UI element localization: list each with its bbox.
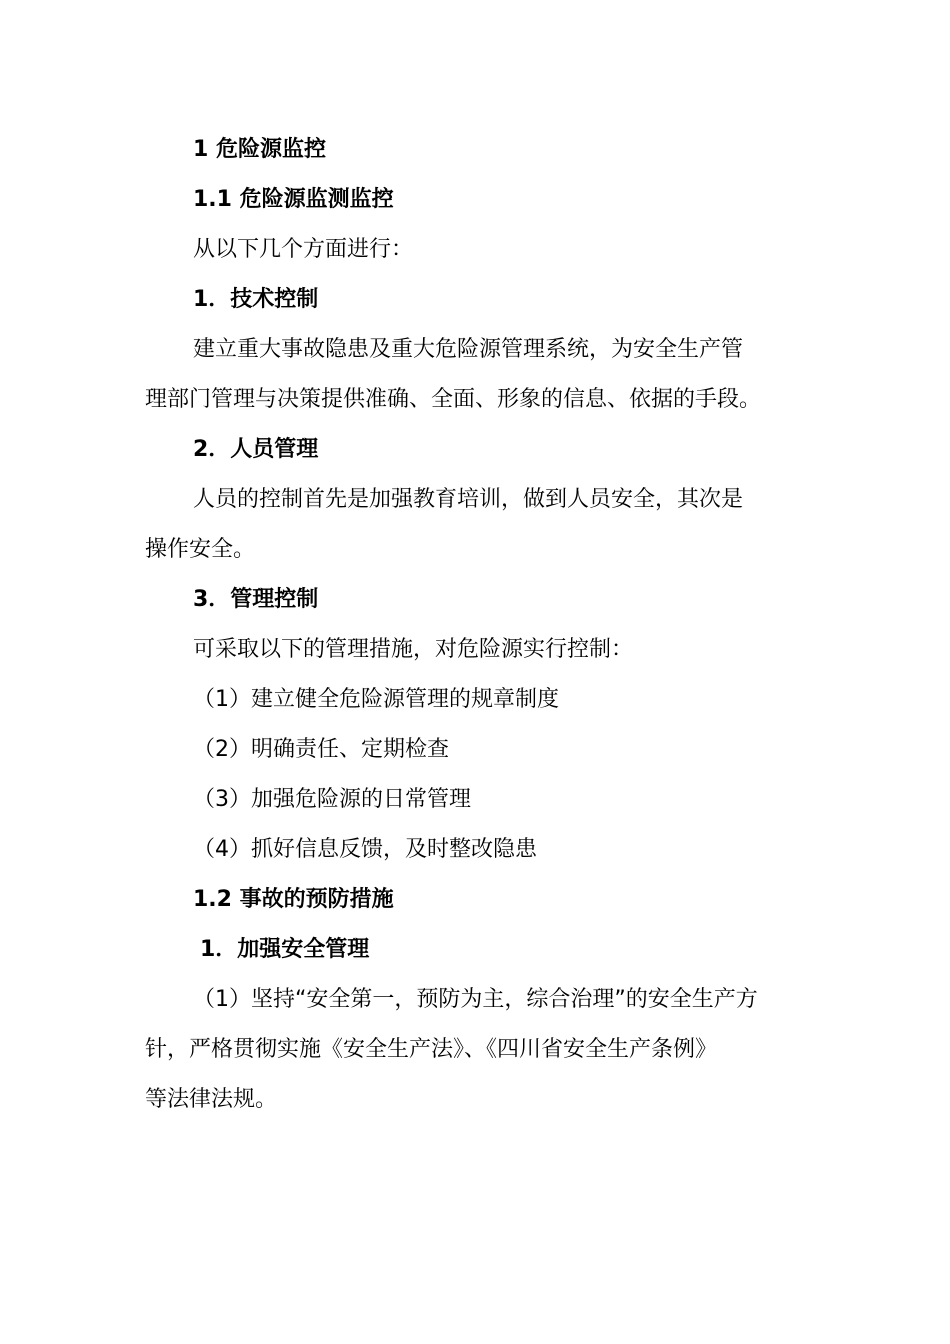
section-3-intro: 可采取以下的管理措施，对危险源实行控制： xyxy=(193,637,634,662)
section-2-title: 2．人员管理 xyxy=(193,437,319,462)
heading-1-2: 1.2 事故的预防措施 xyxy=(193,887,394,912)
section-1-paragraph-line-2: 理部门管理与决策提供准确、全面、形象的信息、依据的手段。 xyxy=(145,387,762,412)
section-1-title: 1．技术控制 xyxy=(193,287,319,312)
heading-1: 1 危险源监控 xyxy=(193,137,326,162)
section-2-paragraph-line-1: 人员的控制首先是加强教育培训，做到人员安全，其次是 xyxy=(193,487,744,512)
prevention-1-line-2: 针，严格贯彻实施《安全生产法》、《四川省安全生产条例》 xyxy=(145,1037,718,1062)
intro-text: 从以下几个方面进行： xyxy=(193,237,414,262)
prevention-1-line-3: 等法律法规。 xyxy=(145,1087,278,1112)
heading-1-1: 1.1 危险源监测监控 xyxy=(193,187,394,212)
prevention-1-line-1: （1）坚持“安全第一，预防为主，综合治理”的安全生产方 xyxy=(193,987,758,1012)
list-item: （1）建立健全危险源管理的规章制度 xyxy=(193,687,559,712)
section-3-title: 3．管理控制 xyxy=(193,587,319,612)
list-item: （2）明确责任、定期检查 xyxy=(193,737,449,762)
section-2-paragraph-line-2: 操作安全。 xyxy=(145,537,256,562)
list-item: （3）加强危险源的日常管理 xyxy=(193,787,471,812)
prevention-1-title: 1．加强安全管理 xyxy=(200,937,370,962)
section-1-paragraph-line-1: 建立重大事故隐患及重大危险源管理系统，为安全生产管 xyxy=(193,337,744,362)
list-item: （4）抓好信息反馈，及时整改隐患 xyxy=(193,837,537,862)
